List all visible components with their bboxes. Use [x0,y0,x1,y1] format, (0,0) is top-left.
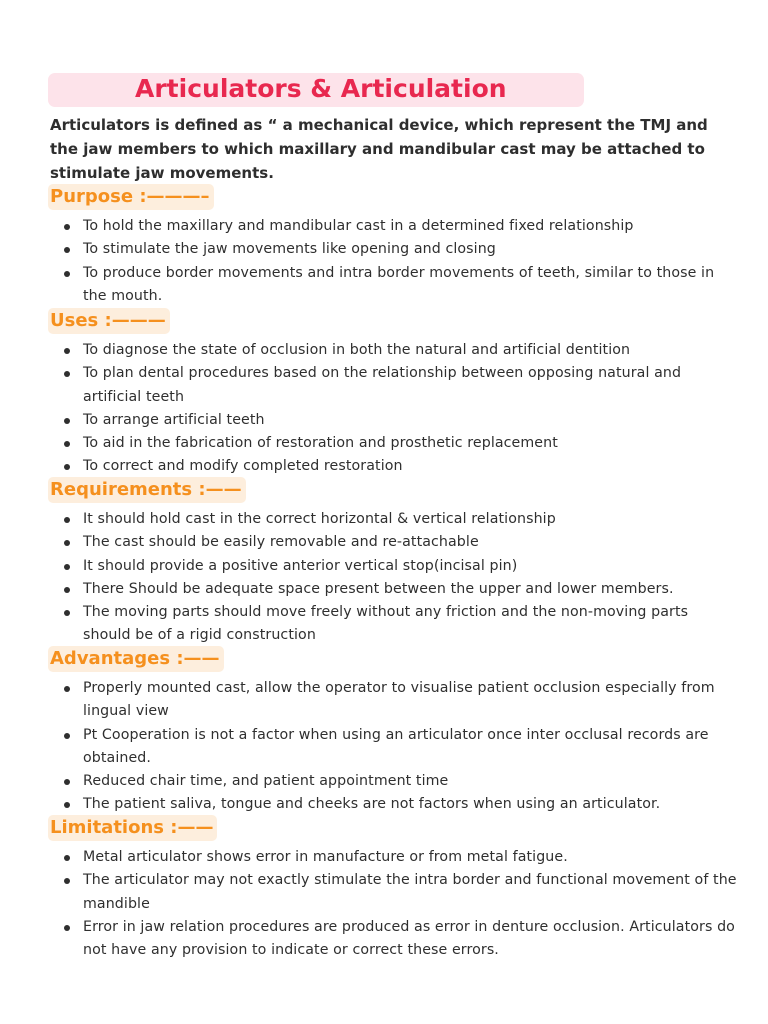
section-heading-uses: Uses :——— [48,308,170,334]
list-item: To arrange artificial teeth [0,409,740,432]
list-item: The cast should be easily removable and re-attachable [0,531,740,554]
list-item: It should provide a positive anterior vertical stop(incisal pin) [0,555,740,578]
list-item: Pt Cooperation is not a factor when using an articulator once inter occlusal records are obtained. [0,724,740,771]
list-item: To plan dental procedures based on the relationship between opposing natural and artificial teeth [0,362,740,409]
purpose-list [0,215,740,308]
requirements-list [0,508,740,648]
section-heading-limitations: Limitations :—— [48,815,217,841]
list-item: To produce border movements and intra border movements of teeth, similar to those in the mouth. [0,262,740,309]
section-heading-advantages: Advantages :—— [48,646,224,672]
definition-paragraph: Articulators is defined as “ a mechanical device, which represent the TMJ and the jaw members to which maxillary and mandibular cast may be attached to stimulate jaw movements. [50,116,708,182]
list-item: It should hold cast in the correct horizontal & vertical relationship [0,508,740,531]
list-item: To correct and modify completed restoration [0,455,740,478]
section-heading-purpose: Purpose :———– [48,184,214,210]
advantages-list [0,677,740,817]
list-item: The moving parts should move freely without any friction and the non-moving parts should be of a rigid construction [0,601,740,648]
list-item: Properly mounted cast, allow the operator to visualise patient occlusion especially from lingual view [0,677,740,724]
list-item: There Should be adequate space present between the upper and lower members. [0,578,740,601]
list-item: Metal articulator shows error in manufacture or from metal fatigue. [0,846,740,869]
list-item: The articulator may not exactly stimulate the intra border and functional movement of the mandible [0,869,740,916]
section-heading-requirements: Requirements :—— [48,477,246,503]
list-item: To stimulate the jaw movements like opening and closing [0,238,740,261]
limitations-list [0,846,740,962]
page-title: Articulators & Articulation [135,74,507,103]
list-item: To aid in the fabrication of restoration and prosthetic replacement [0,432,740,455]
list-item: The patient saliva, tongue and cheeks are not factors when using an articulator. [0,793,740,816]
uses-list [0,339,740,479]
list-item: To diagnose the state of occlusion in both the natural and artificial dentition [0,339,740,362]
list-item: Reduced chair time, and patient appointment time [0,770,740,793]
list-item: To hold the maxillary and mandibular cast in a determined fixed relationship [0,215,740,238]
list-item: Error in jaw relation procedures are produced as error in denture occlusion. Articulators do not have any provision to indicate or correct these errors. [0,916,740,963]
